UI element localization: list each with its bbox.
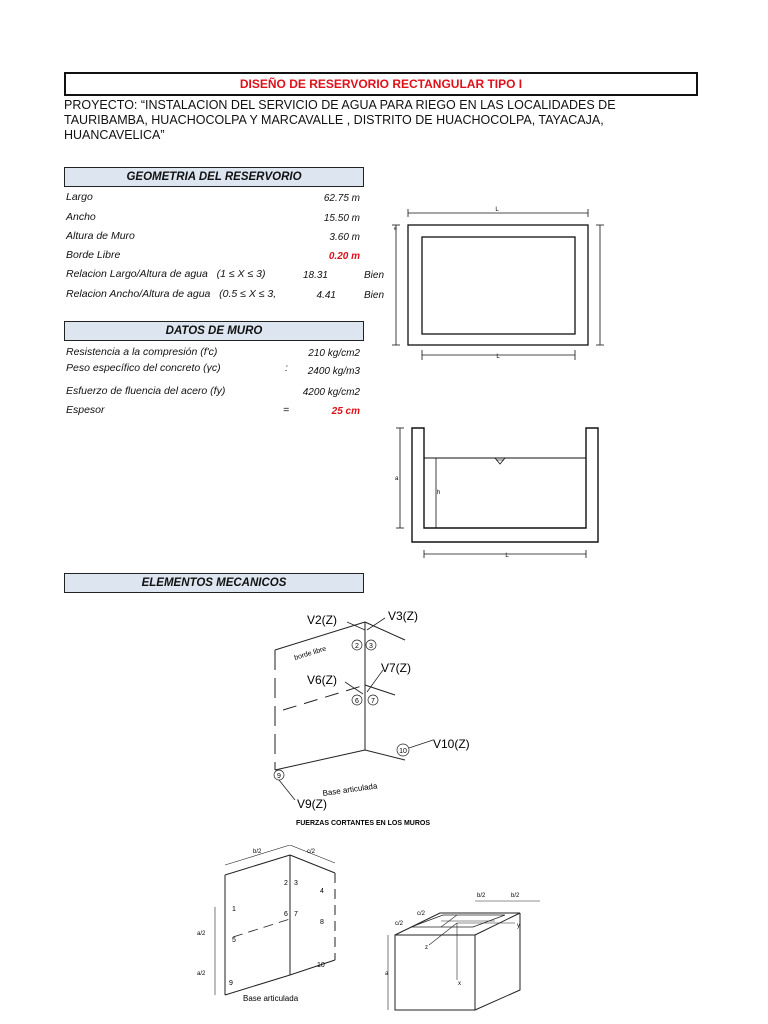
v2-label: V2(Z) xyxy=(307,613,337,627)
wall-value-fc: 210 kg/cm2 xyxy=(308,348,360,359)
geometry-value-borde-libre: 0.20 m xyxy=(328,251,360,262)
axis-y-label: y xyxy=(517,923,520,929)
shear-forces-figure xyxy=(255,600,470,830)
geometry-value-relacion-ancho: 4.41 xyxy=(316,290,336,301)
document-title: DISEÑO DE RESERVORIO RECTANGULAR TIPO I xyxy=(64,72,698,96)
wall-node-9: 9 xyxy=(229,980,233,987)
section-view-diagram xyxy=(390,418,610,563)
node-9: 9 xyxy=(277,773,281,780)
water-level-icon xyxy=(495,458,505,464)
borde-libre-label: borde libre xyxy=(293,645,328,662)
plan-inner-wall xyxy=(422,237,575,334)
node-6: 6 xyxy=(355,698,359,705)
geometry-status-relacion-ancho: Bien xyxy=(364,290,385,301)
a2-top-label: a/2 xyxy=(197,931,206,937)
wall-quadrants-figure xyxy=(195,845,375,1020)
wall-label-peso: Peso específico del concreto (γc) xyxy=(66,362,221,374)
section-h-label: h xyxy=(437,490,441,496)
box-c2a-label: c/2 xyxy=(417,911,426,917)
wall-node-10: 10 xyxy=(317,962,325,969)
c2-label: c/2 xyxy=(307,849,316,855)
v10-label: V10(Z) xyxy=(433,737,470,751)
box-a-label: a xyxy=(385,971,389,977)
v9-label: V9(Z) xyxy=(297,797,327,811)
wall-node-7: 7 xyxy=(294,911,298,918)
geometry-label-largo: Largo xyxy=(66,191,93,203)
wall-node-3: 3 xyxy=(294,880,298,887)
geometry-label-ancho: Ancho xyxy=(66,211,96,223)
wall-label-espesor: Espesor xyxy=(66,404,105,416)
v7-label: V7(Z) xyxy=(381,661,411,675)
plan-bottom-dim-label: L xyxy=(496,354,500,360)
base-articulada-label: Base articulada xyxy=(322,781,378,798)
geometry-label-borde-libre: Borde Libre xyxy=(66,249,121,261)
node-7: 7 xyxy=(371,698,375,705)
axis-z-label: z xyxy=(425,945,428,951)
wall-label-fc: Resistencia a la compresión (f'c) xyxy=(66,346,218,358)
b2-label: b/2 xyxy=(253,849,262,855)
section-outline xyxy=(412,428,598,542)
geometry-value-altura-muro: 3.60 m xyxy=(329,232,360,243)
shear-figure-caption: FUERZAS CORTANTES EN LOS MUROS xyxy=(295,820,431,827)
wall-sep-espesor: = xyxy=(283,404,290,416)
section-a-label: a xyxy=(395,476,399,482)
geometry-label-relacion-largo: Relacion Largo/Altura de agua (1 ≤ X ≤ 3) xyxy=(66,268,266,280)
wall-value-fy: 4200 kg/cm2 xyxy=(302,387,360,398)
box-b2b-label: b/2 xyxy=(511,893,520,899)
wall-sep-peso: : xyxy=(285,362,288,374)
geometry-section-header: GEOMETRIA DEL RESERVORIO xyxy=(64,167,364,187)
wall-value-peso: 2400 kg/m3 xyxy=(307,366,360,377)
plan-outer-wall xyxy=(408,225,588,345)
wall-value-espesor: 25 cm xyxy=(331,406,360,417)
wall-node-5: 5 xyxy=(232,937,236,944)
geometry-label-altura-muro: Altura de Muro xyxy=(66,230,135,242)
plan-top-dim-label: L xyxy=(495,207,499,213)
project-description: PROYECTO: “INSTALACION DEL SERVICIO DE AGUA PARA RIEGO EN LAS LOCALIDADES DE TAURIBAMBA, HUACHOCOLPA Y MARCAVALLE , DISTRITO DE HUACHOCOLPA, TAYACAJA, HUANCAVELICA” xyxy=(64,98,616,142)
mechanical-section-header: ELEMENTOS MECANICOS xyxy=(64,573,364,593)
geometry-value-ancho: 15.50 m xyxy=(323,213,360,224)
node-3: 3 xyxy=(369,643,373,650)
plan-e-label: e xyxy=(394,226,397,232)
geometry-label-relacion-ancho: Relacion Ancho/Altura de agua (0.5 ≤ X ≤ 3, xyxy=(66,288,277,300)
wall-node-1: 1 xyxy=(232,906,236,913)
wall-node-2: 2 xyxy=(284,880,288,887)
section-l-label: L xyxy=(505,553,509,559)
axis-x-label: x xyxy=(458,981,461,987)
geometry-status-relacion-largo: Bien xyxy=(364,270,385,281)
plan-view-diagram xyxy=(380,200,620,370)
box-b2a-label: b/2 xyxy=(477,893,486,899)
geometry-value-relacion-largo: 18.31 xyxy=(302,270,328,281)
wall-base-label: Base articulada xyxy=(243,994,299,1003)
box-c2b-label: c/2 xyxy=(395,921,404,927)
box-axes-figure xyxy=(385,885,555,1015)
node-10: 10 xyxy=(399,748,407,755)
wall-section-header: DATOS DE MURO xyxy=(64,321,364,341)
wall-node-6: 6 xyxy=(284,911,288,918)
geometry-value-largo: 62.75 m xyxy=(323,193,360,204)
v3-label: V3(Z) xyxy=(388,609,418,623)
wall-node-8: 8 xyxy=(320,919,324,926)
wall-node-4: 4 xyxy=(320,888,324,895)
node-2: 2 xyxy=(355,643,359,650)
a2-bottom-label: a/2 xyxy=(197,971,206,977)
v6-label: V6(Z) xyxy=(307,673,337,687)
wall-label-fy: Esfuerzo de fluencia del acero (fy) xyxy=(66,385,226,397)
